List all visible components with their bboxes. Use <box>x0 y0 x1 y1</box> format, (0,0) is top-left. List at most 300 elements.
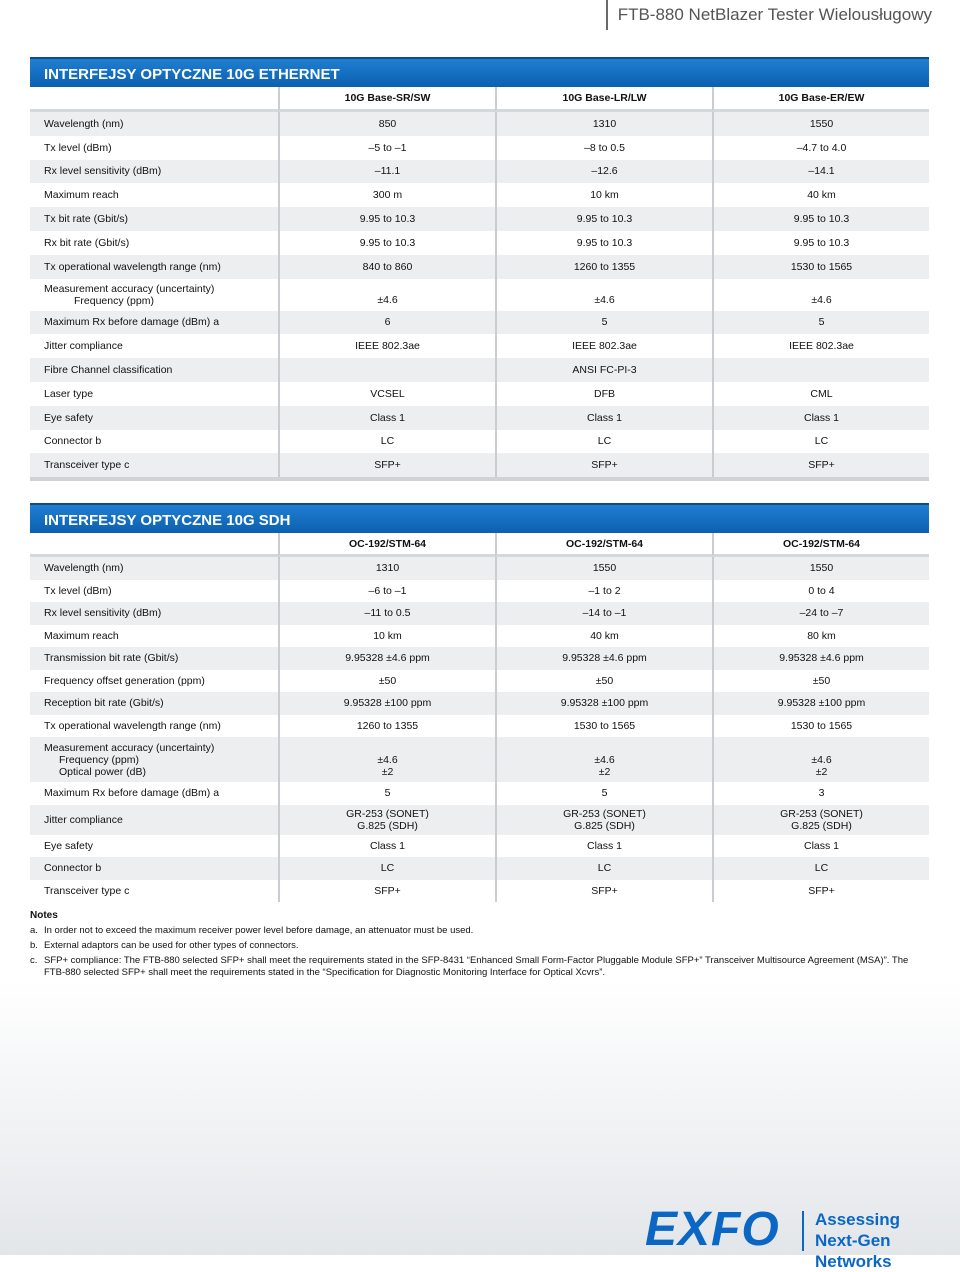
row-label-text: Measurement accuracy (uncertainty) <box>44 741 215 754</box>
table-cell <box>495 453 712 477</box>
row-sublabel: Optical power (dB) <box>59 765 146 778</box>
cell-value: 80 km <box>807 629 836 642</box>
table-cell <box>712 160 929 184</box>
row-sublabel: Frequency (ppm) <box>59 753 139 766</box>
cell-value: Class 1 <box>803 411 839 424</box>
cell-value: 1530 to 1565 <box>790 719 853 732</box>
cell-value: 9.95 to 10.3 <box>793 236 850 249</box>
cell-value: IEEE 802.3ae <box>789 340 854 353</box>
note-key: a. <box>30 925 38 936</box>
logo-divider <box>802 1211 804 1251</box>
cell-value: –14.1 <box>808 165 835 178</box>
row-label-text: Tx operational wavelength range (nm) <box>44 260 221 273</box>
table-row <box>30 453 929 477</box>
row-label-text: Jitter compliance <box>44 340 123 353</box>
cell-value: –4.7 to 4.0 <box>796 141 847 154</box>
table-row <box>30 715 929 738</box>
cell-value: 9.95328 ±4.6 ppm <box>562 652 647 665</box>
cell-value: GR-253 (SONET) <box>563 807 646 820</box>
ethernet-section-title: INTERFEJSY OPTYCZNE 10G ETHERNET <box>30 57 929 87</box>
cell-value-secondary: G.825 (SDH) <box>574 819 635 832</box>
column-header: OC-192/STM-64 <box>712 533 929 557</box>
row-label-text: Transceiver type c <box>44 884 130 897</box>
table-cell <box>495 880 712 903</box>
table-row <box>30 880 929 903</box>
cell-value-secondary: ±2 <box>598 766 611 778</box>
row-label-text: Fibre Channel classification <box>44 364 173 377</box>
table-row <box>30 406 929 430</box>
row-sublabel: Frequency (ppm) <box>74 294 154 307</box>
cell-value: 5 <box>601 316 608 329</box>
row-label-text: Wavelength (nm) <box>44 562 124 575</box>
cell-value: SFP+ <box>808 459 835 472</box>
table-cell <box>278 382 495 406</box>
table-cell <box>495 670 712 693</box>
note-text: SFP+ compliance: The FTB-880 selected SFP+ shall meet the requirements stated in the SFP-8431 “Enhanced Small Form-Factor Pluggable Module SFP+” Transceiver Multisource Agreement (MSA)”. The FTB-880 selected SFP+ shall meet the requirements stated in the “Specification for Diagnostic Monitoring Interface for Optical Xcvrs”. <box>44 955 909 978</box>
table-cell <box>278 430 495 454</box>
cell-value-secondary: ±2 <box>815 766 828 778</box>
row-label <box>30 334 278 358</box>
cell-value: 1550 <box>809 117 834 130</box>
row-label <box>30 557 278 580</box>
table-cell <box>278 231 495 255</box>
row-label <box>30 670 278 693</box>
table-cell <box>278 207 495 231</box>
table-row <box>30 602 929 625</box>
cell-value: –11.1 <box>374 165 401 178</box>
row-label-text: Maximum Rx before damage (dBm) a <box>44 316 220 329</box>
table-cell <box>278 453 495 477</box>
cell-value: 3 <box>818 787 825 800</box>
cell-value: SFP+ <box>374 884 401 897</box>
row-label-text: Eye safety <box>44 411 94 424</box>
cell-value: VCSEL <box>370 387 405 400</box>
table-cell <box>712 692 929 715</box>
cell-value: LC <box>597 435 612 448</box>
table-cell <box>495 136 712 160</box>
row-label <box>30 255 278 279</box>
table-row <box>30 160 929 184</box>
row-label <box>30 647 278 670</box>
cell-value: –6 to –1 <box>368 584 407 597</box>
row-label-text: Eye safety <box>44 839 94 852</box>
table-row <box>30 692 929 715</box>
row-label <box>30 279 278 311</box>
row-label <box>30 406 278 430</box>
table-cell <box>712 406 929 430</box>
table-row <box>30 835 929 858</box>
table-cell <box>278 805 495 835</box>
table-cell <box>278 647 495 670</box>
table-cell <box>278 670 495 693</box>
cell-value: 9.95328 ±100 ppm <box>560 697 649 710</box>
note-item <box>30 925 929 937</box>
table-cell <box>495 160 712 184</box>
row-label <box>30 311 278 335</box>
row-label <box>30 207 278 231</box>
row-label <box>30 382 278 406</box>
table-cell <box>495 279 712 311</box>
cell-value: 9.95 to 10.3 <box>576 236 633 249</box>
row-label-text: Maximum reach <box>44 629 119 642</box>
table-cell <box>495 430 712 454</box>
note-key: c. <box>30 955 38 966</box>
table-cell <box>712 453 929 477</box>
row-label-text: Measurement accuracy (uncertainty) <box>44 282 215 295</box>
table-cell <box>495 647 712 670</box>
cell-value: SFP+ <box>591 459 618 472</box>
cell-value-secondary: G.825 (SDH) <box>357 819 418 832</box>
cell-value: –12.6 <box>591 165 618 178</box>
table-cell <box>495 231 712 255</box>
row-label <box>30 430 278 454</box>
row-label-text: Maximum Rx before damage (dBm) a <box>44 787 220 800</box>
table-cell <box>278 580 495 603</box>
cell-value: Class 1 <box>586 411 622 424</box>
cell-value: 9.95 to 10.3 <box>576 213 633 226</box>
table-cell <box>278 136 495 160</box>
table-cell <box>712 279 929 311</box>
page-header: FTB-880 NetBlazer Tester Wielousługowy <box>606 0 932 30</box>
table-row <box>30 737 929 782</box>
table-cell <box>712 625 929 648</box>
table-cell <box>712 207 929 231</box>
table-cell <box>278 255 495 279</box>
table-row <box>30 647 929 670</box>
row-label-text: Maximum reach <box>44 189 119 202</box>
row-label <box>30 625 278 648</box>
table-row <box>30 580 929 603</box>
table-row <box>30 311 929 335</box>
row-label <box>30 160 278 184</box>
cell-value: Class 1 <box>369 839 405 852</box>
table-cell <box>278 602 495 625</box>
table-cell <box>712 112 929 136</box>
table-row <box>30 183 929 207</box>
logo-tagline-line-2: Next-Gen Networks <box>815 1231 892 1271</box>
cell-value: 0 to 4 <box>808 584 835 597</box>
cell-value: LC <box>380 862 395 875</box>
row-label <box>30 805 278 835</box>
cell-value: SFP+ <box>808 884 835 897</box>
table-cell <box>278 782 495 805</box>
table-cell <box>712 311 929 335</box>
table-cell <box>712 430 929 454</box>
column-header: 10G Base-SR/SW <box>278 87 495 112</box>
cell-value: LC <box>380 435 395 448</box>
table-cell <box>712 857 929 880</box>
table-cell <box>278 279 495 311</box>
cell-value: ±4.6 <box>594 754 615 766</box>
table-cell <box>495 857 712 880</box>
logo-tagline-line-1: Assessing <box>815 1210 901 1229</box>
cell-value: SFP+ <box>591 884 618 897</box>
cell-value: DFB <box>594 387 615 400</box>
table-row <box>30 382 929 406</box>
table-cell <box>495 382 712 406</box>
table-cell <box>712 880 929 903</box>
table-cell <box>495 715 712 738</box>
cell-value: SFP+ <box>374 459 401 472</box>
table-cell <box>712 715 929 738</box>
cell-value: 300 m <box>372 189 403 202</box>
table-cell <box>278 406 495 430</box>
row-label-text: Jitter compliance <box>44 813 123 826</box>
exfo-logo <box>645 1203 945 1271</box>
row-label-text: Tx bit rate (Gbit/s) <box>44 213 129 226</box>
cell-value: 40 km <box>807 189 836 202</box>
cell-value: 9.95328 ±4.6 ppm <box>345 652 430 665</box>
cell-value: ±4.6 <box>594 293 615 306</box>
cell-value: IEEE 802.3ae <box>355 340 420 353</box>
table-cell <box>495 112 712 136</box>
ethernet-spec-table <box>30 87 929 477</box>
table-cell <box>278 880 495 903</box>
table-cell <box>712 580 929 603</box>
table-bottom-bar <box>30 477 929 481</box>
row-label <box>30 112 278 136</box>
cell-value: ±4.6 <box>377 754 398 766</box>
table-cell <box>712 382 929 406</box>
cell-value: ±4.6 <box>377 293 398 306</box>
cell-value: 1310 <box>375 562 400 575</box>
table-cell <box>495 311 712 335</box>
logo-brand: EXFO <box>645 1203 780 1256</box>
cell-value: Class 1 <box>803 839 839 852</box>
table-cell <box>278 737 495 782</box>
table-cell <box>278 857 495 880</box>
cell-value: CML <box>810 387 833 400</box>
table-cell <box>495 602 712 625</box>
cell-value: LC <box>814 862 829 875</box>
table-cell <box>495 406 712 430</box>
cell-value: 1530 to 1565 <box>573 719 636 732</box>
table-cell <box>712 183 929 207</box>
table-cell <box>278 112 495 136</box>
row-label <box>30 136 278 160</box>
table-cell <box>278 311 495 335</box>
logo-tagline <box>815 1209 945 1272</box>
table-row <box>30 625 929 648</box>
table-cell <box>712 647 929 670</box>
cell-value: Class 1 <box>369 411 405 424</box>
table-cell <box>495 625 712 648</box>
row-label-text: Laser type <box>44 387 94 400</box>
column-header: OC-192/STM-64 <box>495 533 712 557</box>
table-cell <box>712 805 929 835</box>
table-cell <box>278 692 495 715</box>
table-header-blank <box>30 533 278 557</box>
row-label-text: Rx bit rate (Gbit/s) <box>44 236 130 249</box>
table-cell <box>712 136 929 160</box>
table-cell <box>495 692 712 715</box>
row-label <box>30 602 278 625</box>
sdh-section-title: INTERFEJSY OPTYCZNE 10G SDH <box>30 503 929 533</box>
table-cell <box>278 183 495 207</box>
notes-block <box>30 910 929 982</box>
cell-value: 9.95328 ±4.6 ppm <box>779 652 864 665</box>
cell-value: –8 to 0.5 <box>584 141 625 154</box>
cell-value: 6 <box>384 316 391 329</box>
table-row <box>30 430 929 454</box>
cell-value: 840 to 860 <box>362 260 413 273</box>
table-cell <box>712 737 929 782</box>
note-item <box>30 955 929 979</box>
table-header-blank <box>30 87 278 112</box>
row-label-text: Connector b <box>44 862 102 875</box>
row-label <box>30 835 278 858</box>
note-text: External adaptors can be used for other types of connectors. <box>44 940 299 951</box>
table-cell <box>278 835 495 858</box>
cell-value: 10 km <box>590 189 619 202</box>
table-cell <box>278 160 495 184</box>
table-row <box>30 112 929 136</box>
cell-value: LC <box>814 435 829 448</box>
table-cell <box>712 557 929 580</box>
table-cell <box>495 580 712 603</box>
row-label <box>30 580 278 603</box>
table-cell <box>278 358 495 382</box>
table-row <box>30 136 929 160</box>
table-cell <box>712 231 929 255</box>
cell-value: LC <box>597 862 612 875</box>
cell-value: 5 <box>818 316 825 329</box>
cell-value: 850 <box>378 117 397 130</box>
cell-value: 5 <box>384 787 391 800</box>
row-label-text: Tx operational wavelength range (nm) <box>44 719 221 732</box>
row-label <box>30 737 278 782</box>
row-label-text: Tx level (dBm) <box>44 141 112 154</box>
cell-value: ANSI FC-PI-3 <box>572 364 637 377</box>
cell-value: 1550 <box>592 562 617 575</box>
cell-value: 1260 to 1355 <box>573 260 636 273</box>
table-row <box>30 207 929 231</box>
table-cell <box>712 334 929 358</box>
cell-value: ±50 <box>378 674 397 687</box>
table-cell <box>495 183 712 207</box>
cell-value: ±50 <box>595 674 614 687</box>
row-label <box>30 880 278 903</box>
table-row <box>30 255 929 279</box>
sdh-spec-table <box>30 533 929 902</box>
column-header: 10G Base-LR/LW <box>495 87 712 112</box>
cell-value: ±50 <box>812 674 831 687</box>
table-cell <box>495 557 712 580</box>
table-cell <box>712 602 929 625</box>
table-cell <box>712 255 929 279</box>
row-label-text: Tx level (dBm) <box>44 584 112 597</box>
table-cell <box>495 782 712 805</box>
row-label-text: Rx level sensitivity (dBm) <box>44 607 162 620</box>
cell-value: 10 km <box>373 629 402 642</box>
cell-value: 5 <box>601 787 608 800</box>
column-header: OC-192/STM-64 <box>278 533 495 557</box>
table-cell <box>495 358 712 382</box>
row-label <box>30 715 278 738</box>
table-cell <box>712 782 929 805</box>
table-cell <box>278 334 495 358</box>
table-cell <box>495 805 712 835</box>
note-item <box>30 940 929 952</box>
table-row <box>30 279 929 311</box>
table-cell <box>495 207 712 231</box>
table-cell <box>495 255 712 279</box>
table-row <box>30 805 929 835</box>
sdh-section <box>30 503 929 902</box>
row-label <box>30 358 278 382</box>
cell-value: 40 km <box>590 629 619 642</box>
cell-value: ±4.6 <box>811 293 832 306</box>
row-label-text: Connector b <box>44 435 102 448</box>
cell-value: –5 to –1 <box>368 141 407 154</box>
cell-value: ±4.6 <box>811 754 832 766</box>
table-cell <box>278 557 495 580</box>
table-row <box>30 857 929 880</box>
row-label <box>30 857 278 880</box>
cell-value: 1310 <box>592 117 617 130</box>
note-key: b. <box>30 940 38 951</box>
cell-value: 9.95 to 10.3 <box>359 236 416 249</box>
row-label <box>30 453 278 477</box>
cell-value: –24 to –7 <box>799 607 844 620</box>
row-label-text: Reception bit rate (Gbit/s) <box>44 697 164 710</box>
row-label <box>30 692 278 715</box>
cell-value: –11 to 0.5 <box>364 607 411 620</box>
table-cell <box>278 715 495 738</box>
table-cell <box>712 358 929 382</box>
cell-value: –14 to –1 <box>582 607 627 620</box>
table-row <box>30 670 929 693</box>
table-cell <box>495 334 712 358</box>
row-label <box>30 782 278 805</box>
cell-value: –1 to 2 <box>588 584 621 597</box>
cell-value: 9.95 to 10.3 <box>359 213 416 226</box>
cell-value: 9.95328 ±100 ppm <box>343 697 432 710</box>
table-row <box>30 782 929 805</box>
cell-value: 1530 to 1565 <box>790 260 853 273</box>
row-label <box>30 183 278 207</box>
cell-value-secondary: ±2 <box>381 766 394 778</box>
row-label-text: Wavelength (nm) <box>44 117 124 130</box>
cell-value: GR-253 (SONET) <box>780 807 863 820</box>
cell-value: 9.95328 ±100 ppm <box>777 697 866 710</box>
table-cell <box>712 670 929 693</box>
cell-value: GR-253 (SONET) <box>346 807 429 820</box>
row-label <box>30 231 278 255</box>
ethernet-section <box>30 57 929 481</box>
row-label-text: Transmission bit rate (Gbit/s) <box>44 652 179 665</box>
table-row <box>30 231 929 255</box>
cell-value: IEEE 802.3ae <box>572 340 637 353</box>
table-cell <box>278 625 495 648</box>
table-cell <box>495 737 712 782</box>
table-row <box>30 358 929 382</box>
table-row <box>30 334 929 358</box>
row-label-text: Rx level sensitivity (dBm) <box>44 165 162 178</box>
notes-title: Notes <box>30 910 58 921</box>
row-label-text: Transceiver type c <box>44 459 130 472</box>
row-label-text: Frequency offset generation (ppm) <box>44 674 205 687</box>
cell-value: Class 1 <box>586 839 622 852</box>
cell-value-secondary: G.825 (SDH) <box>791 819 852 832</box>
column-header: 10G Base-ER/EW <box>712 87 929 112</box>
table-row <box>30 557 929 580</box>
cell-value: 1550 <box>809 562 834 575</box>
table-cell <box>495 835 712 858</box>
cell-value: 9.95 to 10.3 <box>793 213 850 226</box>
note-text: In order not to exceed the maximum receiver power level before damage, an attenuator must be used. <box>44 925 474 936</box>
cell-value: 1260 to 1355 <box>356 719 419 732</box>
